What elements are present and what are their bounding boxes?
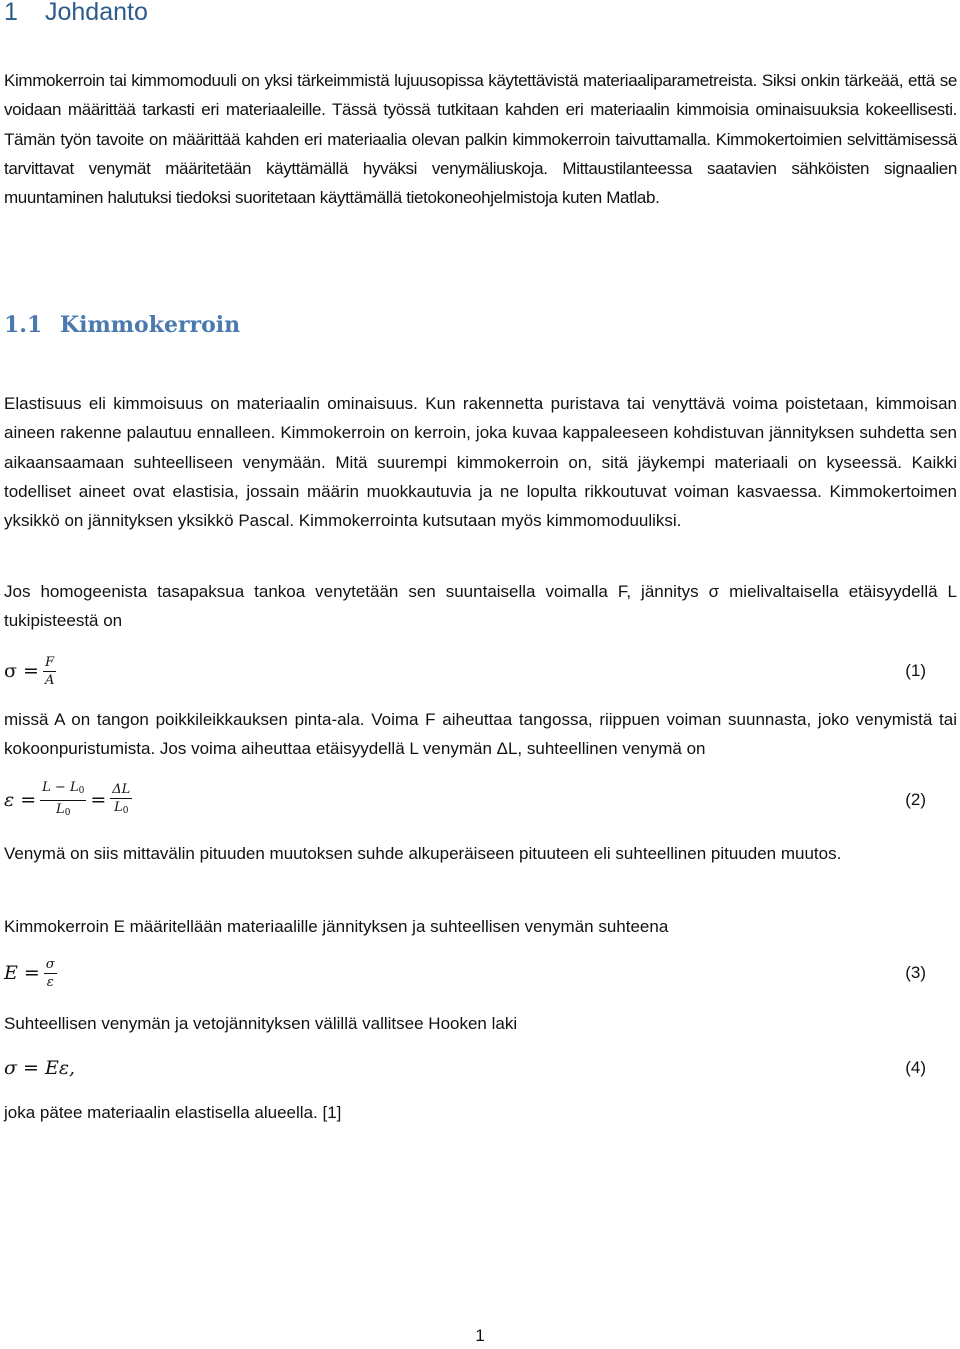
equation-1-denominator: A — [44, 672, 55, 688]
equation-2-formula — [4, 774, 136, 826]
equation-3-fraction — [44, 956, 57, 991]
page-number: 1 — [475, 1326, 485, 1345]
equation-2-lhs: ε = — [4, 789, 37, 811]
equation-3-formula — [4, 947, 61, 999]
heading-kimmokerroin — [4, 312, 240, 338]
heading-number: 1 — [4, 0, 18, 26]
equation-1 — [4, 645, 926, 697]
equation-2 — [4, 774, 926, 826]
equation-2-denominator-2-sub: 0 — [122, 805, 129, 816]
hooke-intro-paragraph: Suhteellisen venymän ja vetojännityksen välillä vallitsee Hooken laki — [4, 1014, 518, 1033]
equation-3-numerator: σ — [45, 956, 55, 972]
elasticity-paragraph: Elastisuus eli kimmoisuus on materiaalin ominaisuus. Kun rakennetta puristava tai venyttävä voima poistetaan, kimmoisan aineen rakenne palautuu ennalleen. Kimmokerroin on kerroin, joka kuvaa kappaleeseen kohdistuvan jännityksen suhdetta sen aikaansaamaan suhteelliseen venymään. Mitä suurempi kimmokerroin on, sitä jäykempi materiaali on kyseessä. Kaikki todelliset aineet ovat elastisia, jossain määrin muokkautuvia ja ne lopulta rikkoutuvat voiman kasvaessa. Kimmokertoimen yksikkö on jännityksen yksikkö Pascal. Kimmokerrointa kutsutaan myös kimmomoduuliksi. — [4, 394, 957, 531]
equation-2-fraction-2 — [110, 781, 132, 820]
equation-2-numerator-1-text: L − L — [42, 779, 79, 795]
equation-2-denominator-1-sub: 0 — [64, 807, 71, 818]
equation-4 — [4, 1042, 926, 1094]
equation-1-formula — [4, 645, 60, 697]
equation-1-number: (1) — [905, 661, 926, 680]
area-paragraph: missä A on tangon poikkileikkauksen pinta-ala. Voima F aiheuttaa tangossa, riippuen voiman suunnasta, joko venymistä tai kokoonpuristumista. Jos voima aiheuttaa etäisyydellä L venymän ΔL, suhteellinen venymä on — [4, 710, 957, 759]
equation-2-denominator-1-text: L — [56, 801, 65, 817]
equation-3-lhs: E = — [4, 962, 40, 984]
equation-3-number: (3) — [905, 963, 926, 982]
equation-2-equals: = — [90, 789, 107, 811]
equation-1-numerator: F — [45, 654, 55, 670]
intro-paragraph: Kimmokerroin tai kimmomoduuli on yksi tärkeimmistä lujuusopissa käytettävistä materiaaliparametreista. Siksi onkin tärkeää, että se voidaan määrittää tarkasti eri materiaaleille. Tässä työssä tutkitaan kahden eri materiaalin kimmoisia ominaisuuksia kokeellisesti. Tämän työn tavoite on määrittää kahden eri materiaalia olevan palkin kimmokerroin taivuttamalla. Kimmokertoimien selvittämisessä tarvittavat venymät määritetään käyttämällä hyväksi venymäliuskoja. Mittaustilanteessa saatavien sähköisten signaalien muuntaminen halutuksi tiedoksi suoritetaan käyttämällä tietokoneohjelmistoja kuten Matlab. — [4, 71, 957, 208]
equation-2-number: (2) — [905, 790, 926, 809]
equation-1-fraction — [43, 654, 56, 689]
equation-2-fraction-1 — [40, 779, 86, 822]
equation-3 — [4, 947, 926, 999]
equation-1-lhs: σ = — [4, 660, 39, 682]
elastic-region-paragraph: joka pätee materiaalin elastisella alueella. [1] — [4, 1103, 342, 1122]
equation-4-formula: σ = Eε, — [4, 1057, 76, 1079]
equation-2-numerator-2: ΔL — [112, 781, 131, 797]
equation-2-denominator-1 — [54, 801, 72, 822]
equation-2-numerator-1 — [40, 779, 86, 801]
subheading-number: 1.1 — [4, 312, 43, 338]
subheading-title: Kimmokerroin — [60, 312, 241, 338]
equation-2-denominator-2 — [112, 799, 130, 820]
stress-intro-paragraph: Jos homogeenista tasapaksua tankoa venytetään sen suuntaisella voimalla F, jännitys σ mielivaltaisella etäisyydellä L tukipisteestä on — [4, 582, 957, 631]
heading-title: Johdanto — [45, 0, 148, 26]
strain-paragraph: Venymä on siis mittavälin pituuden muutoksen suhde alkuperäiseen pituuteen eli suhteellinen pituuden muutos. — [4, 844, 842, 863]
equation-3-denominator: ε — [46, 974, 54, 990]
modulus-definition-paragraph: Kimmokerroin E määritellään materiaalille jännityksen ja suhteellisen venymän suhteena — [4, 917, 669, 936]
equation-2-numerator-1-sub: 0 — [78, 785, 85, 796]
heading-johdanto — [4, 0, 148, 27]
equation-4-number: (4) — [905, 1058, 926, 1077]
equation-2-denominator-2-text: L — [114, 799, 123, 815]
